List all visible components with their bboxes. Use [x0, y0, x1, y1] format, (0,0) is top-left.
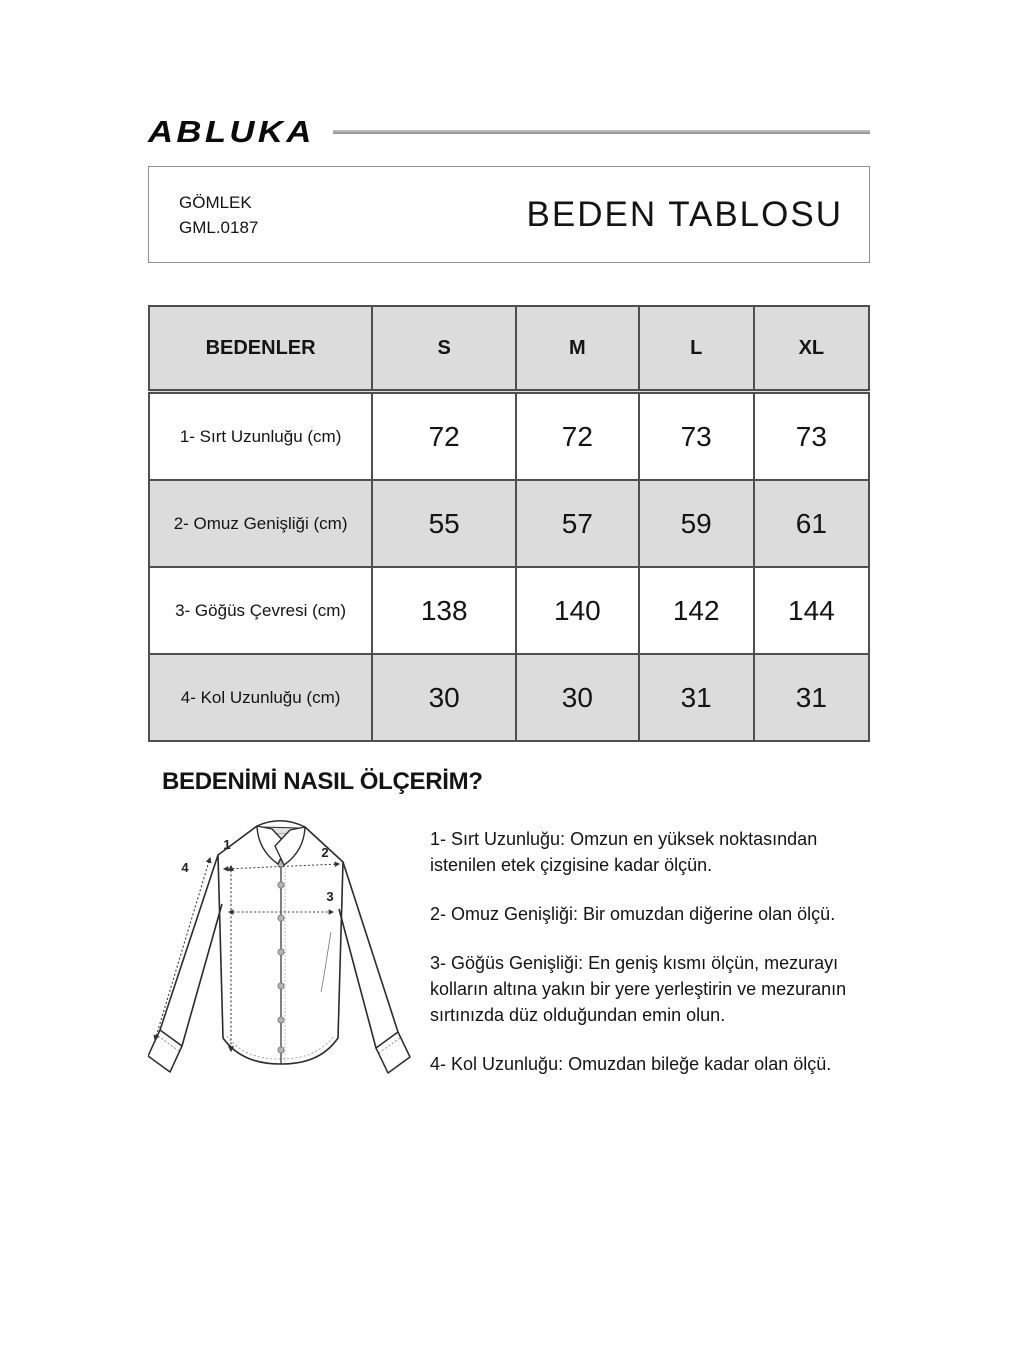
shirt-measurement-diagram-icon	[148, 812, 430, 1080]
diagram-marker-4: 4	[181, 860, 189, 875]
cell-value: 31	[754, 654, 869, 741]
table-row	[149, 654, 869, 741]
table-row	[149, 392, 869, 481]
instruction-sleeve-length: 4- Kol Uzunluğu: Omuzdan bileğe kadar olan ölçü.	[430, 1054, 832, 1074]
cell-value: 30	[372, 654, 516, 741]
column-header-bedenler: BEDENLER	[149, 306, 372, 392]
brand-rule-line	[333, 130, 870, 134]
page-title: BEDEN TABLOSU	[526, 194, 843, 234]
brand-logo: ABLUKA	[148, 114, 315, 149]
diagram-marker-2: 2	[321, 845, 329, 860]
column-header-m: M	[516, 306, 638, 392]
cell-value: 144	[754, 567, 869, 654]
instruction-chest-width: 3- Göğüs Genişliği: En geniş kısmı ölçün, mezurayı kolların altına yakın bir yere yerleştirin ve mezuranın sırtınızda düz olduğundan emin olun.	[430, 953, 847, 1025]
table-row	[149, 480, 869, 567]
brand-row	[148, 114, 870, 150]
cell-value: 142	[639, 567, 754, 654]
measure-instructions	[430, 812, 870, 1080]
cell-value: 61	[754, 480, 869, 567]
size-table-header-row	[149, 306, 869, 392]
cell-value: 73	[639, 392, 754, 481]
product-name: GÖMLEK	[179, 192, 252, 212]
row-label: 1- Sırt Uzunluğu (cm)	[149, 392, 372, 481]
row-label: 3- Göğüs Çevresi (cm)	[149, 567, 372, 654]
title-box	[148, 166, 870, 263]
cell-value: 31	[639, 654, 754, 741]
cell-value: 57	[516, 480, 638, 567]
guide-heading: BEDENİMİ NASIL ÖLÇERİM?	[162, 768, 483, 795]
cell-value: 140	[516, 567, 638, 654]
cell-value: 55	[372, 480, 516, 567]
row-label: 4- Kol Uzunluğu (cm)	[149, 654, 372, 741]
diagram-marker-1: 1	[223, 837, 231, 852]
diagram-marker-3: 3	[326, 889, 334, 904]
cell-value: 72	[372, 392, 516, 481]
column-header-s: S	[372, 306, 516, 392]
product-code: GML.0187	[179, 217, 259, 237]
product-block	[179, 190, 258, 240]
instruction-shoulder-width: 2- Omuz Genişliği: Bir omuzdan diğerine olan ölçü.	[430, 904, 836, 924]
cell-value: 73	[754, 392, 869, 481]
size-table	[148, 305, 870, 742]
row-label: 2- Omuz Genişliği (cm)	[149, 480, 372, 567]
cell-value: 138	[372, 567, 516, 654]
instruction-back-length: 1- Sırt Uzunluğu: Omzun en yüksek noktasından istenilen etek çizgisine kadar ölçün.	[430, 829, 818, 875]
cell-value: 30	[516, 654, 638, 741]
column-header-l: L	[639, 306, 754, 392]
table-row	[149, 567, 869, 654]
column-header-xl: XL	[754, 306, 869, 392]
cell-value: 59	[639, 480, 754, 567]
cell-value: 72	[516, 392, 638, 481]
guide-row	[148, 812, 870, 1080]
